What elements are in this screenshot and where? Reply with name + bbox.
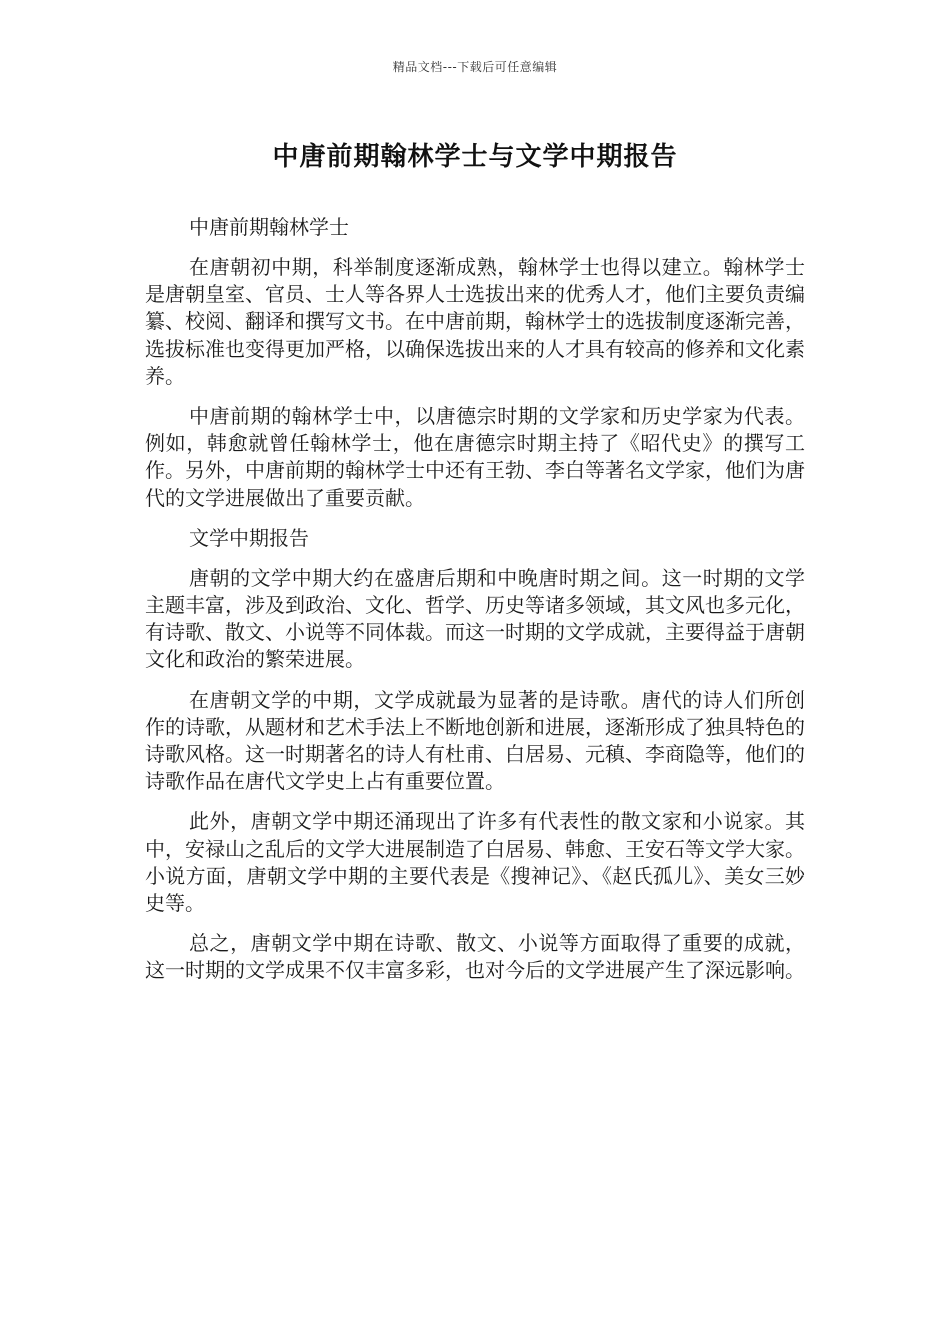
paragraph: 此外，唐朝文学中期还涌现出了许多有代表性的散文家和小说家。其中，安禄山之乱后的文学大进展制造了白居易、韩愈、王安石等文学大家。小说方面，唐朝文学中期的主要代表是《搜神记》、《赵氏孤儿》、美女三妙史等。 [145,809,805,916]
paragraph: 唐朝的文学中期大约在盛唐后期和中晚唐时期之间。这一时期的文学主题丰富，涉及到政治、文化、哲学、历史等诸多领域，其文风也多元化，有诗歌、散文、小说等不同体裁。而这一时期的文学成就，主要得益于唐朝文化和政治的繁荣进展。 [145,565,805,672]
section-literature-midterm [145,525,805,985]
paragraph: 在唐朝初中期，科举制度逐渐成熟，翰林学士也得以建立。翰林学士是唐朝皇室、官员、士人等各界人士选拔出来的优秀人才，他们主要负责编纂、校阅、翻译和撰写文书。在中唐前期，翰林学士的选拔制度逐渐完善，选拔标准也变得更加严格，以确保选拔出来的人才具有较高的修养和文化素养。 [145,255,805,388]
paragraph: 在唐朝文学的中期，文学成就最为显著的是诗歌。唐代的诗人们所创作的诗歌，从题材和艺术手法上不断地创新和进展，逐渐形成了独具特色的诗歌风格。这一时期著名的诗人有杜甫、白居易、元稹、李商隐等，他们的诗歌作品在唐代文学史上占有重要位置。 [145,687,805,794]
paragraph: 中唐前期的翰林学士中，以唐德宗时期的文学家和历史学家为代表。例如，韩愈就曾任翰林学士，他在唐德宗时期主持了《昭代史》的撰写工作。另外，中唐前期的翰林学士中还有王勃、李白等著名文学家，他们为唐代的文学进展做出了重要贡献。 [145,404,805,510]
section-heading: 中唐前期翰林学士 [189,215,349,239]
section-hanlin-scholars [145,214,805,512]
document-title: 中唐前期翰林学士与文学中期报告 [272,142,678,172]
paragraph: 总之，唐朝文学中期在诗歌、散文、小说等方面取得了重要的成就，这一时期的文学成果不仅丰富多彩，也对今后的文学进展产生了深远影响。 [145,931,805,983]
document-body [145,214,805,998]
section-heading: 文学中期报告 [189,525,309,550]
page-header-caption: 精品文档---下载后可任意编辑 [392,60,558,74]
